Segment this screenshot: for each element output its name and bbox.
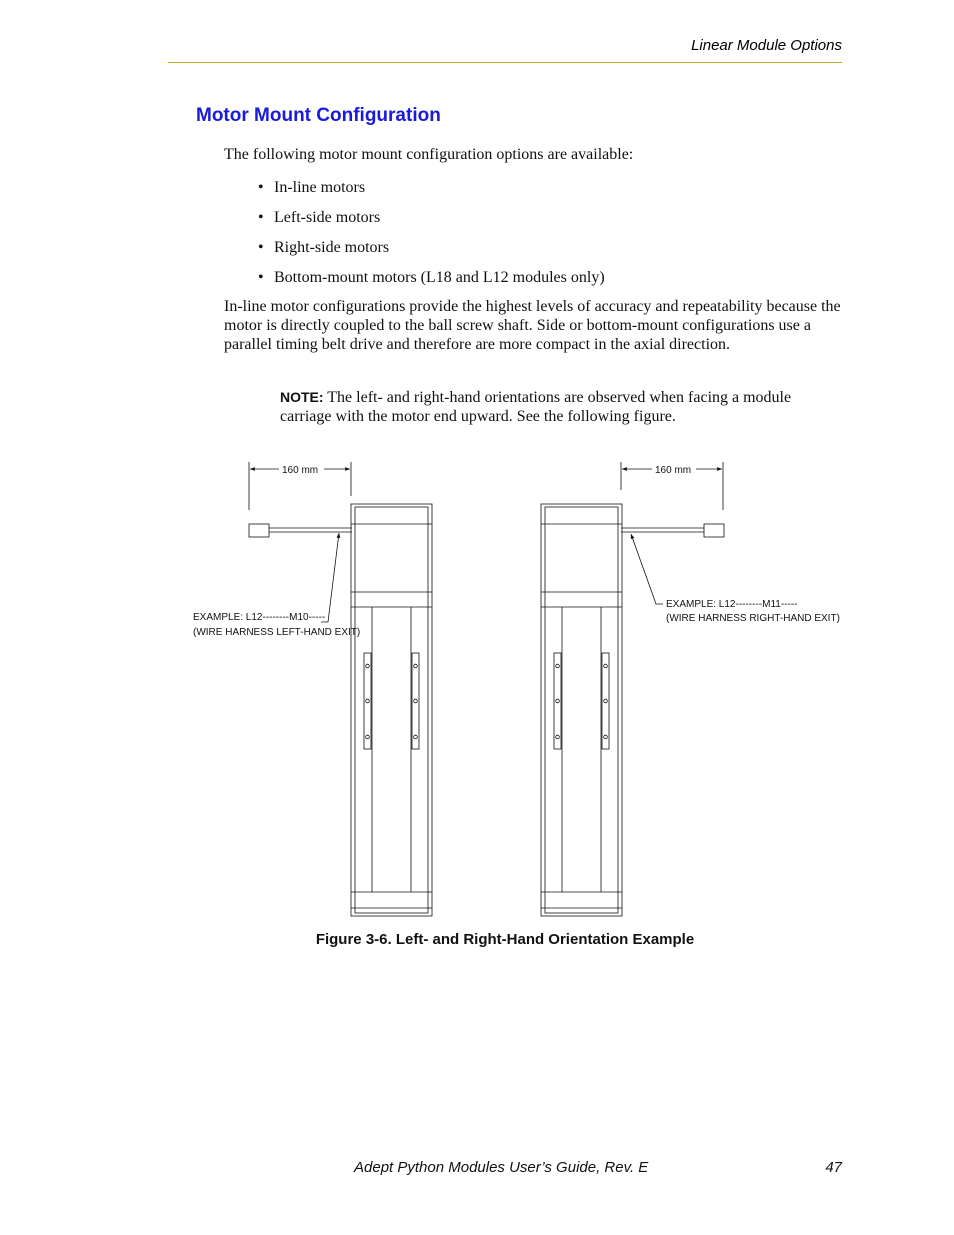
footer-title: Adept Python Modules User’s Guide, Rev. E — [354, 1159, 649, 1176]
section-title: Motor Mount Configuration — [196, 105, 441, 126]
body-paragraph: In-line motor configurations provide the highest levels of accuracy and repeatability because the motor is directly coupled to the ball screw shaft. Side or bottom-mount configurations use a parallel timing belt drive and therefore are more compact in the axial direction. — [224, 298, 841, 353]
list-item: • Right-side motors — [258, 239, 390, 256]
page-number: 47 — [825, 1159, 842, 1176]
bullet-icon: • — [258, 209, 264, 226]
bullet-icon: • — [258, 179, 264, 196]
left-module-drawing — [249, 462, 432, 916]
list-item: • Bottom-mount motors (L18 and L12 modules only) — [258, 269, 605, 286]
list-item: • Left-side motors — [258, 209, 381, 226]
right-module-drawing — [541, 462, 724, 916]
right-example-label: EXAMPLE: L12--------M11----- — [666, 599, 798, 610]
list-item: • In-line motors — [258, 179, 366, 196]
intro-paragraph: The following motor mount configuration options are available: — [224, 146, 634, 163]
left-harness-label: (WIRE HARNESS LEFT-HAND EXIT) — [193, 627, 361, 638]
bullet-icon: • — [258, 239, 264, 256]
note-text: The left- and right-hand orientations are observed when facing a module carriage with the motor end upward. See the following figure. — [280, 389, 792, 425]
running-header: Linear Module Options — [691, 37, 842, 54]
left-example-label: EXAMPLE: L12--------M10----- — [193, 612, 326, 623]
right-harness-label: (WIRE HARNESS RIGHT-HAND EXIT) — [666, 613, 840, 624]
left-dimension-label: 160 mm — [282, 465, 319, 476]
right-dimension-label: 160 mm — [655, 465, 692, 476]
bullet-icon: • — [258, 269, 264, 286]
figure-caption: Figure 3-6. Left- and Right-Hand Orientation Example — [315, 931, 695, 948]
note-label: NOTE: — [280, 389, 324, 405]
